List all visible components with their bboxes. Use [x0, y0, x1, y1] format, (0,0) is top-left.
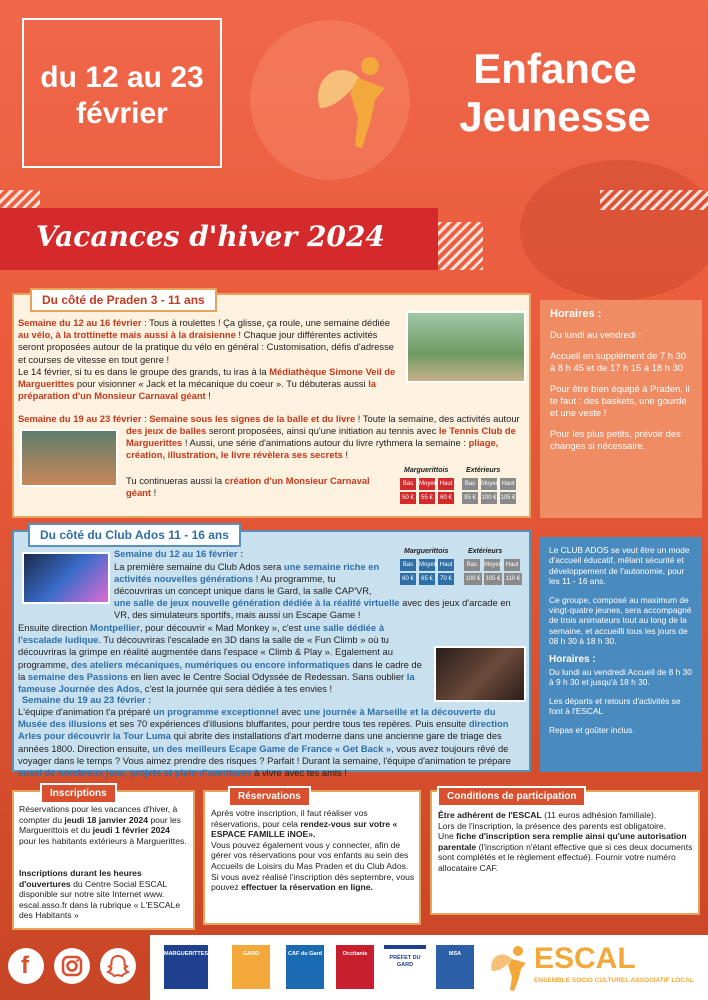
- date-line-2: février: [76, 97, 168, 130]
- date-box: [22, 18, 222, 168]
- price-label-residents: Marguerittois: [404, 467, 449, 474]
- date-line-1: du 12 au 23: [40, 61, 204, 94]
- instagram-icon[interactable]: [54, 948, 90, 984]
- snapchat-glyph: [100, 948, 136, 984]
- text-span: Une: [438, 831, 457, 842]
- text-span: ! Toute la semaine, des activités autour: [355, 413, 520, 424]
- prefet-logo: PRÉFET DU GARD: [384, 945, 426, 989]
- ados-intro: Le CLUB ADOS se veut être un mode d'accueil éducatif, mêlant sécurité et développement de l'autonomie, pour les 11 - 16 ans.: [549, 545, 690, 587]
- hours-days: Du lundi au vendredi :: [550, 329, 642, 340]
- snapchat-icon[interactable]: [100, 948, 136, 984]
- text-bold: pliage, création, illustration, le livre révèlera ses secrets: [126, 437, 499, 461]
- conditions-text: [438, 810, 694, 874]
- price-level: Bas: [400, 478, 416, 490]
- text-span: Le 14 février, si tu es dans le groupe des grands, tu iras à la: [18, 365, 270, 377]
- ados-week2-text: [18, 706, 526, 779]
- price-level: Bas: [464, 559, 480, 571]
- partner-logos-strip: [150, 935, 708, 1000]
- price-value: 105 €: [500, 492, 516, 504]
- title-line-2: Jeunesse: [459, 93, 651, 140]
- text-span: . Tu découvriras l'escalade en 3D dans la salle de « Fun Climb » où tu découvriras la grimpe en réalité augmentée dans l'espace « Climb & Play ». Egalement au programme,: [18, 634, 393, 670]
- banner-title: Vacances d'hiver 2024: [36, 220, 385, 253]
- text-span: Réservations pour les vacances d'hiver, à compter du: [19, 804, 178, 825]
- text-span: dans le cadre de la: [18, 658, 422, 682]
- price-level: Haut: [438, 559, 454, 571]
- text-span: Tu continueras aussi la: [126, 475, 225, 486]
- text-bold: une journée à Marseille et la découverte du Musée des illusions: [18, 706, 496, 730]
- price-value: 95 €: [462, 492, 478, 504]
- text-span: ! Aussi, une série d'animations autour du livre rythmera la semaine :: [182, 437, 469, 449]
- reservations-box: [203, 790, 421, 925]
- text-span: !: [342, 449, 349, 461]
- escal-name: ESCAL: [534, 942, 636, 975]
- escal-subtitle: ENSEMBLE SOCIO CULTUREL ASSOCIATIF LOCAL: [534, 977, 694, 984]
- reservations-tab: Réservations: [228, 786, 311, 807]
- price-label-external: Extérieurs: [466, 467, 501, 474]
- hours-extra: Accueil en supplément de 7 h 30 à 8 h 45 et de 17 h 15 à 18 h 30: [550, 350, 687, 373]
- price-value: 110 €: [504, 573, 522, 585]
- praden-week2-title: Semaine du 19 au 23 février: [18, 413, 142, 424]
- text-bold: Montpellier: [89, 622, 140, 633]
- ados-week1-text: [114, 561, 386, 598]
- text-bold: direction Arles pour découvrir la Tour Luma: [18, 718, 509, 742]
- tennis-photo: [20, 429, 118, 487]
- text-span: , c'est la journée qui sera dédiée à tes envies !: [139, 683, 333, 695]
- price-level: Bas: [400, 559, 416, 571]
- instagram-glyph: [54, 948, 90, 984]
- text-bold: une salle dédiée à l'escalade ludique: [18, 622, 385, 646]
- text-span: , vous avez toujours rêvé de voyager dans le temps ? Vous aimez prendre des risques ? Parfait ! Durant la semaine, l'équipe d'animation te prépare: [18, 742, 511, 766]
- ados-hours-text: Du lundi au vendredi Accueil de 8 h 30 à 9 h 30 et jusqu'à 18 h 30.: [549, 667, 692, 688]
- text-bold: un programme exceptionnel: [153, 706, 279, 717]
- praden-hours-panel: [540, 300, 702, 518]
- conditions-tab: Conditions de participation: [437, 786, 586, 807]
- text-span: Ensuite direction: [18, 622, 90, 633]
- ados-section-tab: Du côté du Club Ados 11 - 16 ans: [28, 523, 241, 547]
- price-level: Moyen: [484, 559, 500, 571]
- ados-week1-intro: [114, 548, 386, 560]
- text-bold: jeudi 1 février 2024: [92, 825, 170, 836]
- praden-week1-text: [18, 317, 403, 402]
- title-line-1: Enfance: [473, 45, 637, 92]
- text-span: seront proposées, ainsi qu'une initiation au tennis avec: [206, 425, 439, 436]
- price-level: Haut: [504, 559, 520, 571]
- ados-meals: Repas et goûter inclus.: [549, 724, 635, 735]
- text-bold: un des meilleurs Ecape Game de France « Get Back »: [152, 742, 392, 754]
- facebook-icon[interactable]: [8, 948, 44, 984]
- ados-week1-text-2: [18, 622, 428, 695]
- text-span: pour visionner « Jack et la mécanique du coeur ». Tu débuteras aussi: [74, 378, 369, 390]
- reservations-text: [211, 808, 417, 893]
- program-title: [410, 45, 700, 141]
- vacation-banner: [0, 208, 438, 270]
- text-bold: la préparation d'un Monsieur Carnaval géant: [18, 378, 377, 402]
- text-bold: semaine des Passions: [27, 670, 128, 682]
- text-span: à vivre avec tes amis !: [251, 767, 347, 779]
- price-value: 60 €: [400, 573, 416, 585]
- price-level: Moyen: [419, 478, 435, 490]
- price-level: Haut: [438, 478, 454, 490]
- ados-info-panel: [540, 537, 702, 772]
- ados-week2-title: Semaine du 19 au 23 février :: [22, 694, 152, 705]
- leaf-figure-logo: [300, 48, 400, 158]
- conditions-box: [430, 790, 700, 915]
- text-bold: une salle de jeux nouvelle génération dédiée à la réalité virtuelle: [114, 597, 400, 608]
- text-span: ! Chaque jour différentes activités seront proposées autour de la pratique du vélo en général : Customisation, défis d'adresse et courses de vitesse en tout genre !: [18, 329, 394, 365]
- background-leaf-shape: [520, 160, 708, 300]
- price-label-residents: Marguerittois: [404, 548, 449, 555]
- caf-logo: CAF du Gard: [286, 945, 324, 989]
- ados-week2-title-row: [22, 694, 422, 706]
- price-value: 55 €: [419, 492, 435, 504]
- text-span: pour les Marguerittois et du: [19, 814, 181, 836]
- price-value: 105 €: [484, 573, 502, 585]
- text-bold: effectuer la réservation en ligne.: [241, 882, 373, 893]
- facebook-glyph: f: [21, 952, 29, 979]
- marguerittes-logo: MARGUERITTES: [164, 945, 208, 989]
- gard-logo: GARD: [232, 945, 270, 989]
- ados-week1-title: Semaine du 12 au 16 février :: [114, 548, 244, 559]
- occitanie-logo: Occitanie: [336, 945, 374, 989]
- text-span: :: [141, 413, 150, 424]
- text-span: avec des jeux d'arcade en VR, des simulateurs sportifs, mais aussi un Escape Game !: [114, 597, 511, 621]
- price-label-external: Extérieurs: [468, 548, 503, 555]
- text-bold: des ateliers mécaniques, numériques ou encore informatiques: [71, 658, 350, 670]
- hatch-decoration: [438, 222, 483, 270]
- text-bold: fiche d'inscription sera remplie ainsi qu'une autorisation parentale: [438, 831, 687, 852]
- price-value: 50 €: [400, 492, 416, 504]
- hours-equipment: Pour être bien équipé à Praden, il te faut : des baskets, une gourde et une veste !: [550, 383, 690, 418]
- ados-section: [12, 530, 531, 779]
- text-span: du Centre Social ESCAL disponible sur notre site Internet www. escal.asso.fr dans la rubrique « L'ESCALe des Habitants »: [19, 878, 181, 921]
- hours-title: Horaires :: [550, 308, 602, 320]
- text-bold: des jeux de balles: [126, 425, 207, 436]
- price-level: Bas: [462, 478, 478, 490]
- text-bold: le Tennis Club de Marguerittes: [126, 425, 516, 449]
- price-value: 70 €: [438, 573, 454, 585]
- bikes-photo: [406, 311, 526, 383]
- price-level: Haut: [500, 478, 516, 490]
- ados-week1-text-full: [114, 597, 524, 621]
- praden-week2-text: [18, 413, 526, 425]
- text-bold: Semaine sous les signes de la balle et du livre: [149, 413, 356, 424]
- msa-logo: MSA: [436, 945, 474, 989]
- praden-week2-carnival: [126, 475, 396, 499]
- ados-hours-title: Horaires :: [549, 653, 596, 665]
- price-value: 100 €: [464, 573, 482, 585]
- text-span: en lien avec le Centre Social Odyssée de Redessan. Sans oublier: [127, 670, 407, 682]
- text-bold: au vélo, à la trottinette mais aussi à la draisienne: [18, 329, 236, 341]
- escal-logo-icon: [486, 943, 530, 993]
- text-bold: la fameuse Journée des Ados: [18, 670, 415, 695]
- text-span: Si vous avez réalisé l'inscription dès septembre, vous pouvez: [211, 871, 415, 893]
- text-span: La première semaine du Club Ados sera: [114, 561, 284, 572]
- text-span: Après votre inscription, il faut réaliser vos réservations, pour cela: [211, 808, 368, 829]
- text-span: ! Au programme, tu découvriras un concept unique dans le Gard, la salle CAP'VR,: [114, 573, 372, 597]
- text-span: avec: [278, 706, 304, 717]
- text-span: Vous pouvez également vous y connecter, afin de gérer vos réservations pour vos enfants au sein des Accueils de Loisirs du Mas Praden et du Club Ados.: [211, 839, 409, 871]
- inscriptions-hours-text: [19, 868, 189, 921]
- price-level: Moyen: [419, 559, 435, 571]
- escape-game-photo: [434, 646, 526, 702]
- text-span: qui abrite des installations d'art moderne dans une ancienne gare de triage des années 1800. Direction ensuite,: [18, 730, 502, 754]
- ados-price-table: [400, 548, 526, 588]
- text-bold: jeudi 18 janvier 2024: [64, 814, 148, 825]
- ados-group: Ce groupe, composé au maximum de vingt-quatre jeunes, sera accompagné de trois animateurs tout au long de la semaine, et accueilli tous les jours de 08 h 30 à 18 h 30.: [549, 594, 692, 647]
- praden-week1-title: Semaine du 12 au 16 février: [18, 317, 142, 328]
- price-value: 100 €: [481, 492, 497, 504]
- text-span: (l'inscription n'étant effective que si ces deux documents sont complétés et le règlement effectué). Fournir votre numéro allocataire CAF.: [438, 841, 693, 873]
- text-bold: Être adhérent de l'ESCAL: [438, 810, 542, 820]
- text-span: L'équipe d'animation t'a préparé: [18, 706, 154, 717]
- hatch-decoration: [600, 190, 708, 210]
- inscriptions-text: [19, 804, 189, 846]
- text-span: pour les habitants extérieurs à Marguerittes.: [19, 835, 187, 846]
- text-bold: une semaine riche en activités nouvelles générations: [114, 561, 380, 585]
- text-bold: Inscriptions durant les heures d'ouvertures: [19, 868, 142, 889]
- praden-section: [12, 293, 531, 518]
- hours-small-children: Pour les plus petits, prévoir des changes si nécessaire.: [550, 428, 681, 451]
- text-bold: rendez-vous sur votre « ESPACE FAMILLE iNOE».: [211, 818, 398, 840]
- text-span: !: [151, 487, 157, 499]
- vr-photo: [22, 552, 110, 604]
- ados-departures: Les départs et retours d'activités se font à l'ESCAL: [549, 695, 681, 717]
- text-span: !: [205, 390, 211, 402]
- text-span: (11 euros adhésion familiale).: [541, 810, 657, 820]
- text-span: et ses 70 expériences d'illusions bluffantes, pour perdre tous tes repères. Puis ensuite: [106, 718, 469, 730]
- price-value: 60 €: [438, 492, 454, 504]
- text-span: Lors de l'inscription, la présence des parents est obligatoire.: [438, 820, 667, 831]
- price-value: 65 €: [419, 573, 435, 585]
- text-bold: création d'un Monsieur Carnaval géant: [126, 475, 370, 499]
- praden-price-table: [400, 467, 520, 507]
- text-span: : Tous à roulettes ! Ça glisse, ça roule, une semaine dédiée: [141, 317, 390, 328]
- praden-section-tab: Du côté de Praden 3 - 11 ans: [30, 288, 217, 312]
- price-level: Moyen: [481, 478, 497, 490]
- praden-week2-body: [126, 425, 526, 462]
- text-bold: aussi de nombreux jeux, projets et plein d'aventures: [18, 767, 252, 779]
- text-bold: Médiathèque Simone Veil de Marguerittes: [18, 365, 396, 390]
- inscriptions-box: [12, 790, 195, 930]
- inscriptions-tab: Inscriptions: [40, 783, 117, 804]
- text-span: , pour découvrir « Mad Monkey », c'est: [139, 622, 304, 633]
